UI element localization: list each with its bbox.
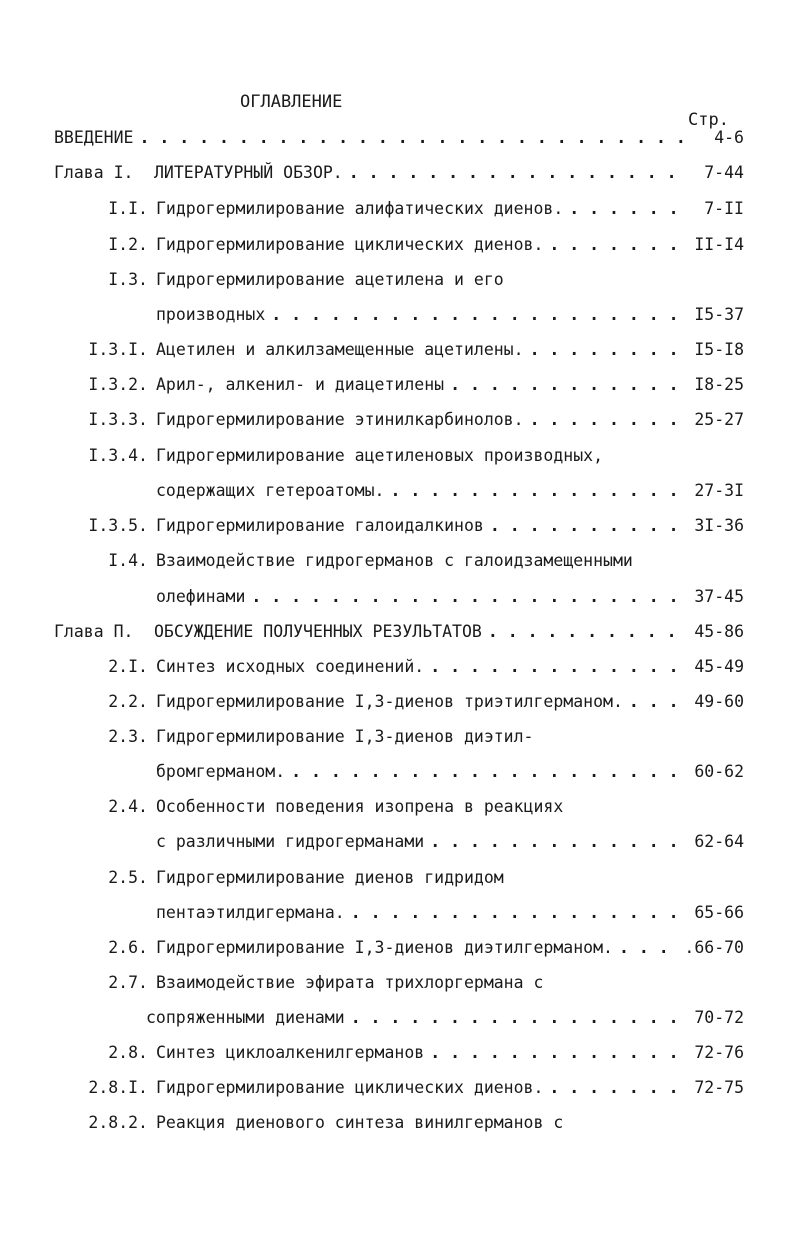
toc-entry xyxy=(40,1074,744,1102)
dot-leader xyxy=(285,758,688,786)
toc-entry xyxy=(40,1109,744,1137)
toc-entry-title: бромгерманом. xyxy=(156,762,286,781)
toc-entry-pages: 72-75 xyxy=(694,1078,744,1097)
dot-leader xyxy=(245,583,688,611)
toc-entry-number: I.3. xyxy=(108,270,148,289)
toc-entry xyxy=(54,124,744,152)
toc-entry xyxy=(40,406,744,434)
toc-entry-pages: 65-66 xyxy=(694,903,744,922)
toc-entry-number: 2.7. xyxy=(108,973,148,992)
toc-entry xyxy=(66,547,744,575)
toc-entry-pages: 45-86 xyxy=(694,622,744,641)
toc-entry-number: 2.8.I. xyxy=(88,1078,148,1097)
toc-entry xyxy=(66,723,744,751)
toc-entry-pages: 3I-36 xyxy=(694,516,744,535)
toc-entry-title: Гидрогермилирование галоидалкинов xyxy=(156,516,484,535)
toc-entry-title: Гидрогермилирование алифатических диенов. xyxy=(156,199,564,218)
dot-leader xyxy=(424,828,688,856)
toc-entry-title: Гидрогермилирование диенов гидридом xyxy=(156,868,504,887)
toc-entry xyxy=(54,159,744,187)
toc-entry-pages: I5-I8 xyxy=(694,340,744,359)
toc-entry-pages: 37-45 xyxy=(694,587,744,606)
toc-entry xyxy=(40,371,744,399)
dot-leader xyxy=(424,653,688,681)
toc-entry-pages: 4-6 xyxy=(714,128,744,147)
dot-leader xyxy=(482,618,688,646)
toc-entry-pages: 49-60 xyxy=(694,692,744,711)
toc-entry-pages: 27-3I xyxy=(694,481,744,500)
dot-leader xyxy=(623,688,688,716)
toc-entry-number: I.4. xyxy=(108,551,148,570)
toc-entry-number: I.I. xyxy=(108,199,148,218)
toc-entry-number: 2.2. xyxy=(108,692,148,711)
toc-entry xyxy=(40,477,744,505)
dot-leader xyxy=(133,124,688,152)
toc-entry-title: Гидрогермилирование I,3-диенов диэтил- xyxy=(156,727,534,746)
toc-entry-title: содержащих гетероатомы. xyxy=(156,481,385,500)
toc-entry xyxy=(66,899,744,927)
toc-entry-title: Взаимодействие эфирата трихлоргермана с xyxy=(156,973,544,992)
toc-entry-title: Гидрогермилирование I,3-диенов триэтилгерманом. xyxy=(156,692,623,711)
toc-entry-number: Глава I. xyxy=(54,163,134,182)
dot-leader xyxy=(444,371,688,399)
toc-entry-number: 2.6. xyxy=(108,938,148,957)
toc-entry-title: пентаэтилдигермана. xyxy=(156,903,345,922)
toc-entry xyxy=(66,1004,744,1032)
toc-entry-number: 2.I. xyxy=(108,657,148,676)
toc-entry-number: 2.5. xyxy=(108,868,148,887)
toc-entry-title: Синтез исходных соединений. xyxy=(156,657,425,676)
toc-entry-pages: 72-76 xyxy=(694,1043,744,1062)
toc-entry-pages: II-I4 xyxy=(694,235,744,254)
toc-entry xyxy=(66,195,744,223)
toc-entry xyxy=(66,688,744,716)
toc-entry-title: с различными гидрогерманами xyxy=(156,832,425,851)
toc-entry xyxy=(66,1039,744,1067)
toc-entry xyxy=(66,758,744,786)
toc-entry-title: Арил-, алкенил- и диацетилены xyxy=(156,375,445,394)
page-column-header: Стр. xyxy=(688,110,729,130)
toc-entry-number: I.2. xyxy=(108,235,148,254)
toc-entry-number: Глава П. xyxy=(54,622,134,641)
toc-entry-pages: 25-27 xyxy=(694,410,744,429)
toc-entry-title: производных xyxy=(156,305,266,324)
toc-entry xyxy=(66,266,744,294)
toc-entry-title: олефинами xyxy=(156,587,246,606)
toc-entry-number: 2.4. xyxy=(108,797,148,816)
toc-entry xyxy=(66,969,744,997)
toc-entry-title: Гидрогермилирование циклических диенов. xyxy=(156,1078,544,1097)
dot-leader xyxy=(484,512,688,540)
toc-entry-title: Взаимодействие гидрогерманов с галоидзамещенными xyxy=(156,551,633,570)
toc-entry-pages: 62-64 xyxy=(694,832,744,851)
toc-entry-title: Гидрогермилирование ацетиленовых производных, xyxy=(156,446,604,465)
toc-entry xyxy=(66,934,744,962)
dot-leader xyxy=(563,195,688,223)
toc-entry xyxy=(66,793,744,821)
dot-leader xyxy=(524,406,688,434)
toc-entry xyxy=(66,864,744,892)
toc-title: ОГЛАВЛЕНИЕ xyxy=(240,92,343,112)
toc-entry-pages: 7-44 xyxy=(704,163,744,182)
toc-entry xyxy=(66,653,744,681)
dot-leader xyxy=(345,899,688,927)
toc-entry-number: 2.8. xyxy=(108,1043,148,1062)
toc-entry xyxy=(40,512,744,540)
toc-entry-title: Реакция диенового синтеза винилгерманов с xyxy=(156,1113,564,1132)
toc-entry-title: сопряженными диенами xyxy=(146,1008,345,1027)
toc-entry-title: Гидрогермилирование этинилкарбинолов. xyxy=(156,410,524,429)
toc-entry-pages: 60-62 xyxy=(694,762,744,781)
toc-entry-title: Гидрогермилирование I,3-диенов диэтилгерманом. xyxy=(156,938,613,957)
toc-entry-title: Гидрогермилирование циклических диенов. xyxy=(156,235,544,254)
toc-entry-title: ЛИТЕРАТУРНЫЙ ОБЗОР. xyxy=(154,163,343,182)
toc-entry-number: I.3.2. xyxy=(88,375,148,394)
dot-leader xyxy=(543,1074,688,1102)
toc-entry xyxy=(40,336,744,364)
dot-leader xyxy=(343,159,688,187)
toc-entry-title: Гидрогермилирование ацетилена и его xyxy=(156,270,504,289)
toc-entry-pages: 45-49 xyxy=(694,657,744,676)
toc-entry-number: 2.3. xyxy=(108,727,148,746)
toc-entry-pages: 70-72 xyxy=(694,1008,744,1027)
toc-entry-pages: I8-25 xyxy=(694,375,744,394)
dot-leader xyxy=(613,934,680,962)
toc-entry-title: Ацетилен и алкилзамещенные ацетилены. xyxy=(156,340,524,359)
toc-entry xyxy=(66,583,744,611)
dot-leader xyxy=(543,231,688,259)
toc-entry-pages: 7-II xyxy=(704,199,744,218)
toc-entry-number: I.3.I. xyxy=(88,340,148,359)
dot-leader xyxy=(345,1004,688,1032)
toc-entry-number: I.3.3. xyxy=(88,410,148,429)
dot-leader xyxy=(384,477,688,505)
toc-entry-title: Особенности поведения изопрена в реакциях xyxy=(156,797,564,816)
toc-entry xyxy=(54,618,744,646)
toc-entry-number: 2.8.2. xyxy=(88,1113,148,1132)
toc-entry xyxy=(66,828,744,856)
toc-entry-number: I.3.5. xyxy=(88,516,148,535)
toc-entry-pages: .66-70 xyxy=(684,938,744,957)
toc-entry-pages: I5-37 xyxy=(694,305,744,324)
toc-entry xyxy=(66,301,744,329)
dot-leader xyxy=(524,336,688,364)
toc-entry-title: ОБСУЖДЕНИЕ ПОЛУЧЕННЫХ РЕЗУЛЬТАТОВ xyxy=(154,622,482,641)
toc-entry xyxy=(40,442,744,470)
toc-entry-title: Синтез циклоалкенилгерманов xyxy=(156,1043,425,1062)
toc-entry-number: I.3.4. xyxy=(88,446,148,465)
toc-entry xyxy=(66,231,744,259)
dot-leader xyxy=(265,301,688,329)
toc-entry-title: ВВЕДЕНИЕ xyxy=(54,128,134,147)
dot-leader xyxy=(424,1039,688,1067)
